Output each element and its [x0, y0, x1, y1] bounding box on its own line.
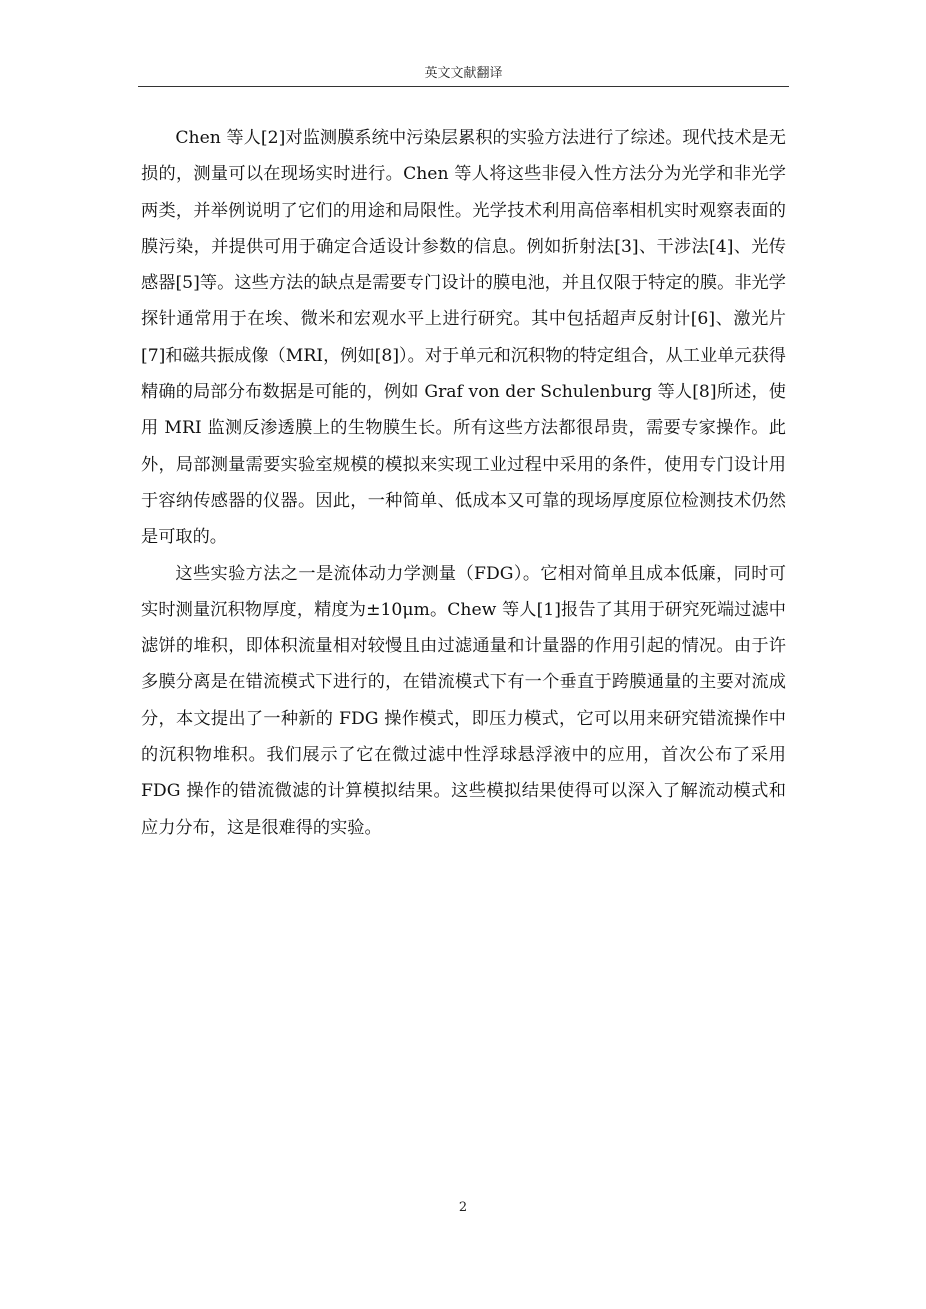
header-divider [138, 86, 789, 87]
paragraph-2: 这些实验方法之一是流体动力学测量（FDG）。它相对简单且成本低廉，同时可实时测量沉积物厚度，精度为±10μm。Chew 等人[1]报告了其用于研究死端过滤中滤饼的堆积，即体积流量相对较慢且由过滤通量和计量器的作用引起的情况。由于许多膜分离是在错流模式下进行的，在错流模式下有一个垂直于跨膜通量的主要对流成分，本文提出了一种新的 FDG 操作模式，即压力模式，它可以用来研究错流操作中的沉积物堆积。我们展示了它在微过滤中性浮球悬浮液中的应用，首次公布了采用 FDG 操作的错流微滤的计算模拟结果。这些模拟结果使得可以深入了解流动模式和应力分布，这是很难得的实验。 [141, 563, 786, 838]
page-number: 2 [458, 1200, 468, 1215]
paragraph-1: Chen 等人[2]对监测膜系统中污染层累积的实验方法进行了综述。现代技术是无损的，测量可以在现场实时进行。Chen 等人将这些非侵入性方法分为光学和非光学两类，并举例说明了它们的用途和局限性。光学技术利用高倍率相机实时观察表面的膜污染，并提供可用于确定合适设计参数的信息。例如折射法[3]、干涉法[4]、光传感器[5]等。这些方法的缺点是需要专门设计的膜电池，并且仅限于特定的膜。非光学探针通常用于在埃、微米和宏观水平上进行研究。其中包括超声反射计[6]、激光片[7]和磁共振成像（MRI，例如[8]）。对于单元和沉积物的特定组合，从工业单元获得精确的局部分布数据是可能的，例如 Graf von der Schulenburg 等人[8]所述，使用 MRI 监测反渗透膜上的生物膜生长。所有这些方法都很昂贵，需要专家操作。此外，局部测量需要实验室规模的模拟来实现工业过程中采用的条件，使用专门设计用于容纳传感器的仪器。因此，一种简单、低成本又可靠的现场厚度原位检测技术仍然是可取的。 [141, 128, 786, 548]
document-body [141, 120, 786, 846]
page-header-title: 英文文献翻译 [424, 66, 503, 81]
